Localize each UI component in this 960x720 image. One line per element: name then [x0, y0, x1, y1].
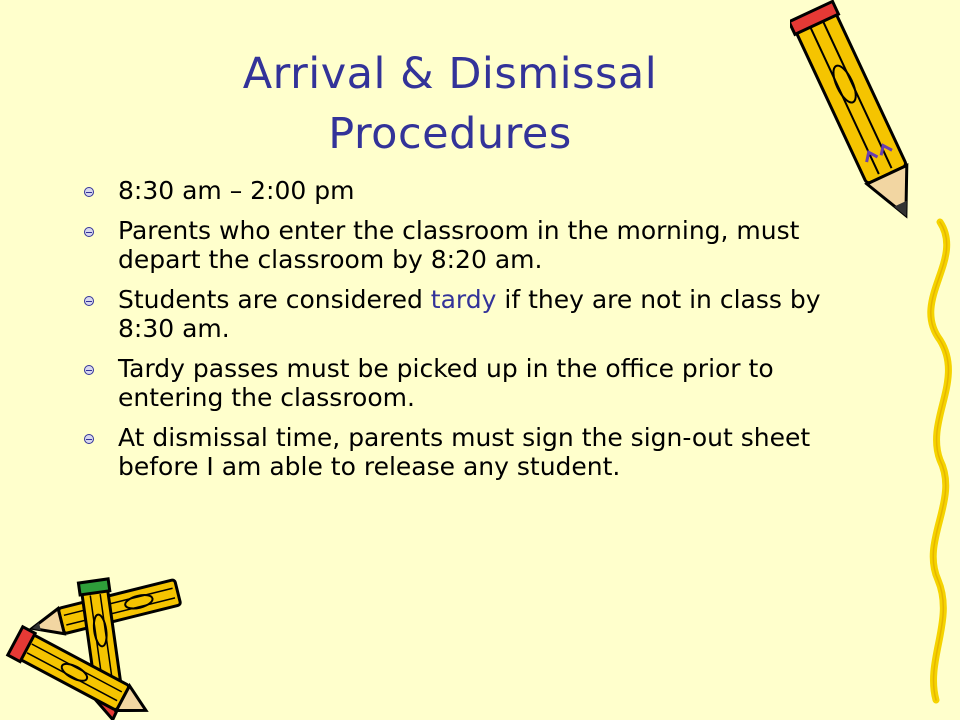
bullet-text: Parents who enter the classroom in the morning, must depart the classroom by 8:20 am.	[118, 216, 800, 274]
bullet-text-after: if they are not in class by 8:30 am.	[118, 285, 821, 343]
bullet-text-before: Students are considered	[118, 285, 431, 314]
bullet-icon	[84, 365, 94, 375]
title-line-2: Procedures	[328, 109, 572, 159]
list-item	[78, 176, 858, 205]
title-line-1: Arrival & Dismissal	[242, 49, 658, 99]
bullet-text: At dismissal time, parents must sign the sign-out sheet before I am able to release any student.	[118, 423, 811, 481]
list-item	[78, 423, 858, 481]
bullet-text: Tardy passes must be picked up in the office prior to entering the classroom.	[118, 354, 774, 412]
bullet-list	[78, 176, 858, 492]
pencil-icon	[790, 0, 960, 720]
page-title	[150, 44, 750, 164]
bullet-icon	[84, 434, 94, 444]
list-item	[78, 354, 858, 412]
bullet-icon	[84, 187, 94, 197]
bullet-icon	[84, 296, 94, 306]
bullet-text: 8:30 am – 2:00 pm	[118, 176, 355, 205]
tardy-highlight: tardy	[430, 285, 497, 314]
list-item	[78, 285, 858, 343]
bullet-icon	[84, 227, 94, 237]
list-item	[78, 216, 858, 274]
pencil-cluster-icon	[0, 560, 200, 720]
